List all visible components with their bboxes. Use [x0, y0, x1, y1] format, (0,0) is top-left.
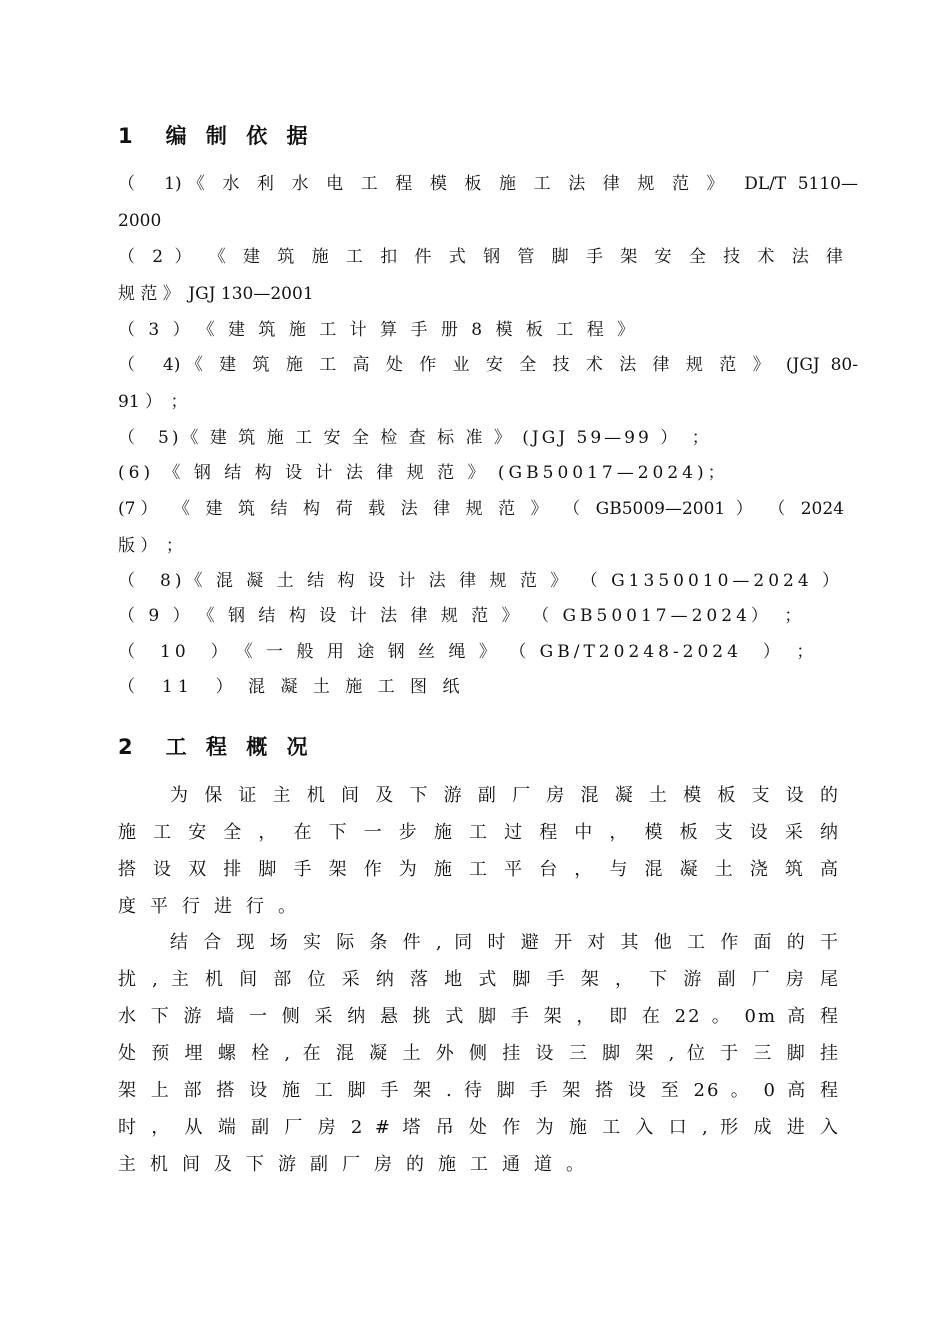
reference-line: 91 ） ；	[118, 392, 188, 412]
reference-line: （ 9 ） 《 钢 结 构 设 计 法 律 规 范 》 （ GB50017—2024） ；	[118, 606, 806, 626]
reference-line: （ 3 ） 《 建 筑 施 工 计 算 手 册 8 模 板 工 程 》	[118, 320, 639, 340]
paragraph-line: 扰 , 主 机 间 部 位 采 纳 落 地 式 脚 手 架 ， 下 游 副 厂 房 尾	[118, 969, 840, 990]
reference-line: （ 1)《 水 利 水 电 工 程 模 板 施 工 法 律 规 范 》 DL/T 5110—	[118, 174, 858, 194]
reference-line: （ 2 ） 《 建 筑 施 工 扣 件 式 钢 管 脚 手 架 安 全 技 术 法 律	[118, 247, 843, 267]
paragraph-line: 主机间及下游副厂房的施工通道。	[118, 1154, 598, 1175]
paragraph-line: 度平行进行。	[118, 896, 310, 917]
paragraph-line: 结 合 现 场 实 际 条 件 , 同 时 避 开 对 其 他 工 作 面 的 干	[170, 932, 840, 953]
paragraph-line: 施 工 安 全 ， 在 下 一 步 施 工 过 程 中 ， 模 板 支 设 采 纳	[118, 822, 840, 843]
reference-line: (7） 《 建 筑 结 构 荷 载 法 律 规 范 》 （ GB5009—2001 ） （ 2024	[118, 499, 844, 519]
reference-line: 2000	[118, 211, 162, 231]
reference-line: （ 10 ） 《 一 般 用 途 钢 丝 绳 》 （ GB/T20248-2024 ） ；	[118, 642, 818, 662]
reference-line: （ 8)《 混 凝 土 结 构 设 计 法 律 规 范 》 （ G1350010—2024 ）	[118, 571, 844, 591]
paragraph-line: 时 ， 从 端 副 厂 房 2 # 塔 吊 处 作 为 施 工 入 口 , 形 成 进 入	[118, 1117, 840, 1138]
section-1-heading: 1 编 制 依 据	[118, 124, 314, 148]
reference-line: （ 11 ） 混 凝 土 施 工 图 纸	[118, 677, 465, 697]
section-2-heading: 2 工 程 概 况	[118, 735, 314, 759]
reference-line: (6) 《 钢 结 构 设 计 法 律 规 范 》 (GB50017—2024)；	[118, 463, 729, 483]
paragraph-line: 架 上 部 搭 设 施 工 脚 手 架 . 待 脚 手 架 搭 设 至 26 。 0 高 程	[118, 1080, 840, 1101]
paragraph-line: 处 预 埋 螺 栓 , 在 混 凝 土 外 侧 挂 设 三 脚 架 , 位 于 三 脚 挂	[118, 1043, 840, 1064]
reference-line: 规 范 》 JGJ 130—2001	[118, 284, 314, 304]
reference-line: （ 5)《 建 筑 施 工 安 全 检 查 标 准 》 (JGJ 59—99 ） ；	[118, 428, 712, 448]
reference-line: （ 4)《 建 筑 施 工 高 处 作 业 安 全 技 术 法 律 规 范 》 (JGJ 80-	[118, 355, 858, 375]
reference-line: 版 ） ；	[118, 536, 183, 556]
paragraph-line: 为 保 证 主 机 间 及 下 游 副 厂 房 混 凝 土 模 板 支 设 的	[170, 785, 840, 806]
paragraph-line: 搭 设 双 排 脚 手 架 作 为 施 工 平 台 ， 与 混 凝 土 浇 筑 高	[118, 859, 840, 880]
paragraph-line: 水 下 游 墙 一 侧 采 纳 悬 挑 式 脚 手 架 ， 即 在 22 。 0m 高 程	[118, 1006, 840, 1027]
